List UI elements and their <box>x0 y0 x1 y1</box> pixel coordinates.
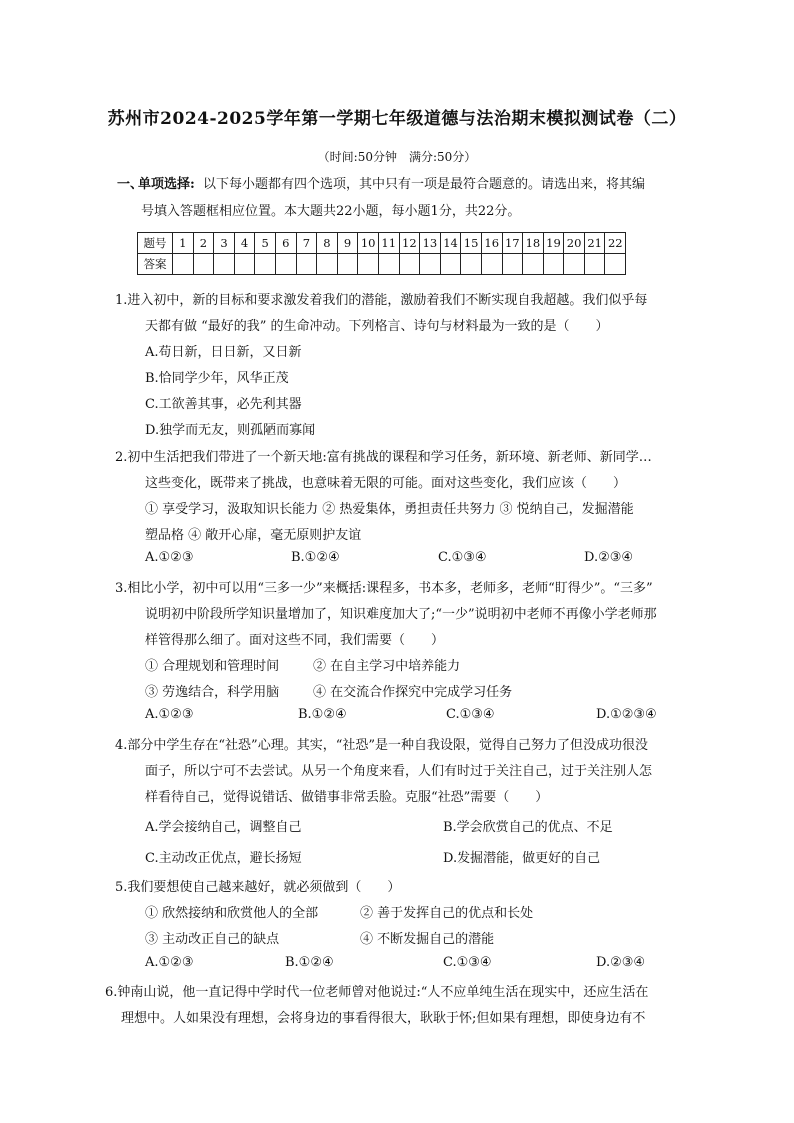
option-b: B.恰同学少年，风华正茂 <box>145 371 289 386</box>
table-cell-number: 2 <box>193 233 214 254</box>
option-a: A.苟日新，日日新，又日新 <box>145 345 302 360</box>
statement-2: ② 在自主学习中培养能力 <box>313 659 461 674</box>
table-cell-number: 14 <box>440 233 461 254</box>
exam-info: （时间:50分钟 满分:50分） <box>317 150 477 164</box>
question-text: 6.钟南山说，他一直记得中学时代一位老师曾对他说过:“人不应单纯生活在现实中，还应生活在 <box>105 985 649 1000</box>
table-cell-number: 9 <box>337 233 358 254</box>
table-cell-number: 20 <box>564 233 585 254</box>
option-d: D.②③④ <box>584 550 634 565</box>
statement-4: ④ 不断发掘自己的潜能 <box>360 932 495 947</box>
table-row-answers <box>138 254 626 275</box>
question-text: 样管得那么细了。面对这些不同，我们需要（ ） <box>145 633 445 648</box>
table-cell-number: 16 <box>481 233 502 254</box>
answer-cell[interactable] <box>502 254 523 275</box>
answer-cell[interactable] <box>584 254 605 275</box>
table-cell-number: 8 <box>317 233 338 254</box>
question-text: 3.相比小学，初中可以用“三多一少”来概括:课程多，书本多，老师多，老师“盯得少”。“三多” <box>115 581 653 596</box>
option-c: C.①③④ <box>438 550 487 565</box>
option-a: A.①②③ <box>145 955 194 970</box>
table-cell-number: 6 <box>275 233 296 254</box>
option-a: A.学会接纳自己，调整自己 <box>145 820 302 835</box>
option-b: B.①②④ <box>298 707 347 722</box>
table-cell-number: 7 <box>296 233 317 254</box>
question-statements: ① 享受学习，汲取知识长能力 ② 热爱集体，勇担责任共努力 ③ 悦纳自己，发掘潜能 <box>145 502 634 517</box>
table-cell-number: 17 <box>502 233 523 254</box>
answer-cell[interactable] <box>337 254 358 275</box>
question-text: 样看待自己，觉得说错话、做错事非常丢脸。克服“社恐”需要（ ） <box>145 790 549 805</box>
statement-1: ① 欣然接纳和欣赏他人的全部 <box>145 906 319 921</box>
table-cell-number: 21 <box>584 233 605 254</box>
question-text: 天都有做 “最好的我” 的生命冲动。下列格言、诗句与材料最为一致的是（ ） <box>145 319 609 334</box>
statement-3: ③ 劳逸结合，科学用脑 <box>145 685 280 700</box>
question-text: 面子，所以宁可不去尝试。从另一个角度来看，人们有时过于关注自己，过于关注别人怎 <box>145 764 653 779</box>
answer-cell[interactable] <box>564 254 585 275</box>
table-cell-number: 19 <box>543 233 564 254</box>
option-c: C.①③④ <box>443 955 492 970</box>
table-row-numbers <box>138 233 626 254</box>
answer-cell[interactable] <box>461 254 482 275</box>
section-heading: 单项选择: <box>138 177 195 192</box>
option-d: D.②③④ <box>596 955 646 970</box>
answer-cell[interactable] <box>173 254 194 275</box>
table-cell-number: 13 <box>420 233 441 254</box>
section-text-line1: 以下每小题都有四个选项，其中只有一项是最符合题意的。请选出来，将其编 <box>203 177 646 192</box>
statement-2: ② 善于发挥自己的优点和长处 <box>360 906 534 921</box>
table-cell-number: 1 <box>173 233 194 254</box>
answer-cell[interactable] <box>399 254 420 275</box>
table-cell-number: 12 <box>399 233 420 254</box>
answer-cell[interactable] <box>440 254 461 275</box>
section-number: 一、 <box>117 177 144 192</box>
question-statements: 塑品格 ④ 敞开心扉，毫无原则护友谊 <box>145 528 362 543</box>
table-cell-number: 11 <box>378 233 399 254</box>
question-text: 1.进入初中，新的目标和要求激发着我们的潜能，激励着我们不断实现自我超越。我们似乎每 <box>115 293 648 308</box>
table-cell-number: 3 <box>214 233 235 254</box>
answer-cell[interactable] <box>255 254 276 275</box>
option-c: C.工欲善其事，必先利其器 <box>145 397 302 412</box>
question-text: 理想中。人如果没有理想，会将身边的事看得很大，耿耿于怀;但如果有理想，即使身边有不 <box>121 1011 646 1026</box>
question-text: 说明初中阶段所学知识量增加了，知识难度加大了;“一少”说明初中老师不再像小学老师那 <box>145 607 657 622</box>
option-d: D.发掘潜能，做更好的自己 <box>443 851 601 866</box>
table-cell-number: 18 <box>523 233 544 254</box>
answer-cell[interactable] <box>378 254 399 275</box>
question-text: 5.我们要想使自己越来越好，就必须做到（ ） <box>115 880 401 895</box>
page-title: 苏州市2024-2025学年第一学期七年级道德与法治期末模拟测试卷（二） <box>107 109 687 129</box>
option-c: C.①③④ <box>446 707 495 722</box>
option-d: D.①②③④ <box>596 707 657 722</box>
option-a: A.①②③ <box>145 707 194 722</box>
statement-4: ④ 在交流合作探究中完成学习任务 <box>313 685 513 700</box>
option-b: B.学会欣赏自己的优点、不足 <box>443 820 613 835</box>
question-text: 这些变化，既带来了挑战，也意味着无限的可能。面对这些变化，我们应该（ ） <box>145 476 627 491</box>
answer-cell[interactable] <box>523 254 544 275</box>
table-header-number: 题号 <box>138 233 173 254</box>
answer-cell[interactable] <box>234 254 255 275</box>
answer-cell[interactable] <box>481 254 502 275</box>
section-text-line2: 号填入答题框相应位置。本大题共22小题，每小题1分，共22分。 <box>141 204 521 219</box>
answer-cell[interactable] <box>358 254 379 275</box>
answer-cell[interactable] <box>275 254 296 275</box>
option-b: B.①②④ <box>291 550 340 565</box>
statement-3: ③ 主动改正自己的缺点 <box>145 932 280 947</box>
table-cell-number: 4 <box>234 233 255 254</box>
table-cell-number: 10 <box>358 233 379 254</box>
answer-cell[interactable] <box>317 254 338 275</box>
question-text: 2.初中生活把我们带进了一个新天地:富有挑战的课程和学习任务，新环境、新老师、新同学… <box>115 450 652 465</box>
question-text: 4.部分中学生存在“社恐”心理。其实，“社恐”是一种自我设限，觉得自己努力了但没成功很没 <box>115 738 648 753</box>
option-d: D.独学而无友，则孤陋而寡闻 <box>145 423 316 438</box>
table-header-answer: 答案 <box>138 254 173 275</box>
option-b: B.①②④ <box>285 955 334 970</box>
answer-cell[interactable] <box>420 254 441 275</box>
table-cell-number: 5 <box>255 233 276 254</box>
answer-cell[interactable] <box>543 254 564 275</box>
option-c: C.主动改正优点，避长扬短 <box>145 851 302 866</box>
table-cell-number: 15 <box>461 233 482 254</box>
answer-cell[interactable] <box>193 254 214 275</box>
statement-1: ① 合理规划和管理时间 <box>145 659 280 674</box>
answer-cell[interactable] <box>605 254 626 275</box>
table-cell-number: 22 <box>605 233 626 254</box>
answer-cell[interactable] <box>296 254 317 275</box>
answer-cell[interactable] <box>214 254 235 275</box>
option-a: A.①②③ <box>145 550 194 565</box>
answer-table <box>137 232 626 275</box>
